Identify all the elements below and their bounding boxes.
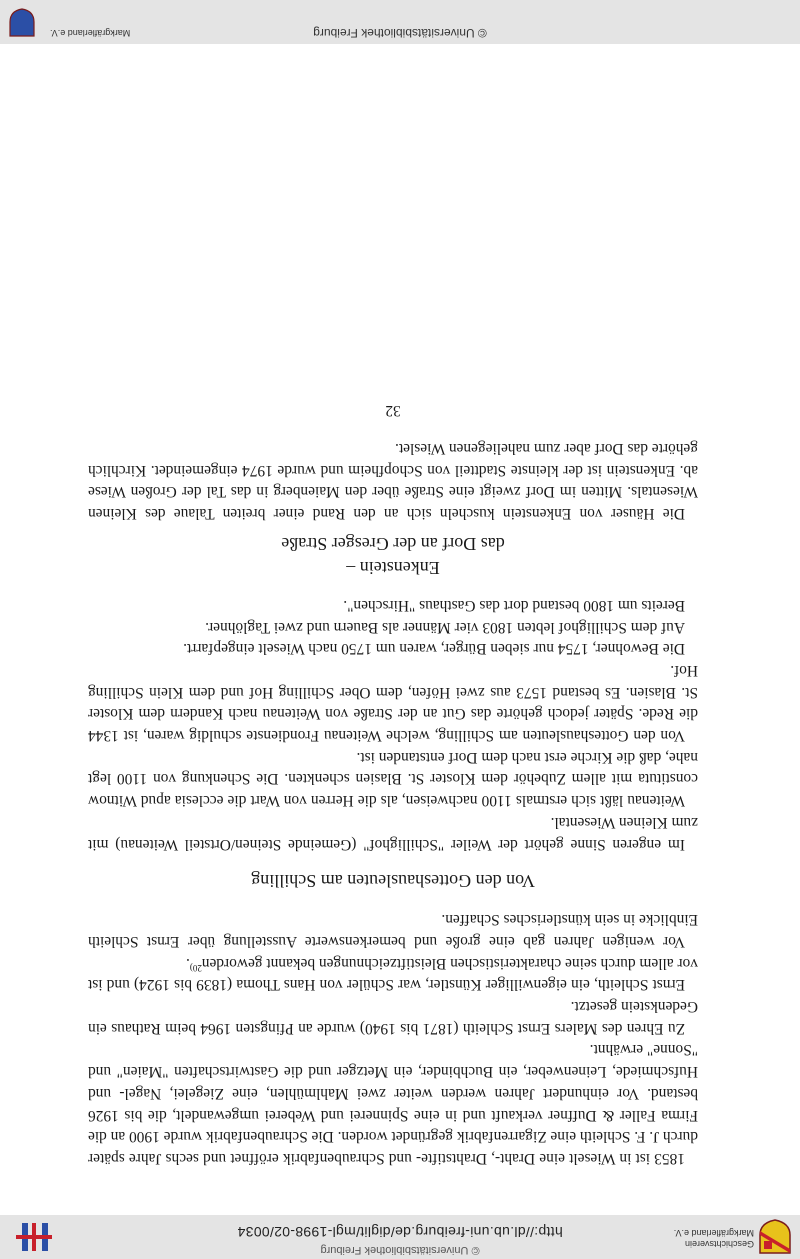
university-library-logo-icon <box>14 1219 54 1255</box>
paragraph-gotteshausleute: Von den Gotteshausleuten am Schilling, welche Weitenau Frondienste schuldig waren, ist 1344 die Rede. Später jedoch gehörte das Gut an der Straße von Weitenau nach Kandern dem Kloster St. Blasien. Es bestand 1573 aus zwei Höfen, dem Ober Schilling Hof und dem Klein Schilling Hof. <box>88 661 698 745</box>
document-page <box>88 400 698 1169</box>
heading-line-2: das Dorf an der Gresger Straße <box>281 534 505 555</box>
section-heading-schilling: Von den Gotteshausleuten am Schilling <box>251 870 535 891</box>
paragraph-bewohner: Die Bewohner, 1754 nur sieben Bürger, waren um 1750 nach Wieselt eingepfarrt. <box>183 640 685 658</box>
top-info-bar <box>0 1215 800 1259</box>
paragraph-enkenstein: Die Häuser von Enkenstein kuscheln sich an den Rand einer breiten Talaue des Kleinen Wiesentals. Mitten im Dorf zweigt eine Straße über den Maienberg in das Tal der Großen Wiese ab. Enkenstein ist der kleinste Stadtteil von Schopfheim und wurde 1974 eingemeindet. Kirchlich gehörte das Dorf aber zum naheliegenen Wieslet. <box>88 440 698 523</box>
footnote-ref: 20) <box>189 962 202 973</box>
bottom-org-name: Markgräflerland e.V. <box>50 28 131 38</box>
paragraph-schillighof: Im engeren Sinne gehört der Weiler "Schillighof" (Gemeinde Steinen/Ortsteil Weitenau) mit zum Kleinen Wiesental. <box>88 813 698 853</box>
paragraph-industry: 1853 ist in Wieselt eine Draht-, Drahtstifte- und Schraubenfabrik eröffnet und sechs Jahre später durch J. F. Schleith eine Zigarrenfabrik gegründet worden. Die Schraubenfabrik wurde 1900 an die Firma Faller & Duffner verkauft und in eine Spinnerei und Weberei umgewandelt, die bis 1926 bestand. Vor einhundert Jahren werden weiter zwei Mahlmühlen, eine Ziegelei, Nagel- und Hufschmiede, Leinenweber, ein Buchbinder, ein Metzger und die Gastwirtschaften "Maien" und "Sonne" erwähnt. <box>88 1041 698 1167</box>
paragraph-artist <box>88 952 698 995</box>
bottom-info-bar <box>0 0 800 44</box>
paragraph-artist-end: . <box>185 954 190 972</box>
source-url-link[interactable]: http://dl.ub.uni-freiburg.de/diglit/mgl-1998-02/0034 <box>237 1224 563 1240</box>
paragraph-exhibition: Vor wenigen Jahren gab eine große und bemerkenswerte Ausstellung über Ernst Schleith Einblicke in sein künstlerisches Schaffen. <box>88 911 698 950</box>
paragraph-weitenau: Weitenau läßt sich erstmals 1100 nachweisen, als die Herren von Wart die ecclesia apud Witnow constituta mit allem Zubehör dem Kloster St. Blasien schenkten. Die Schenkung von 1100 legt nahe, daß die Kirche erst nach dem Dorf entstanden ist. <box>88 748 698 810</box>
section-heading-enkenstein <box>88 532 698 580</box>
paragraph-bauern: Auf dem Schillighof lebten 1803 vier Männer als Bauern und zwei Taglöhner. <box>205 618 685 636</box>
heading-line-1: Enkenstein – <box>346 558 440 579</box>
page-number: 32 <box>385 402 401 420</box>
bottom-copyright-text: © Universitätsbibliothek Freiburg <box>313 26 487 40</box>
copyright-text: © Universitätsbibliothek Freiburg <box>320 1244 480 1256</box>
coat-of-arms-icon <box>758 1219 792 1255</box>
paragraph-gasthaus: Bereits um 1800 bestand dort das Gasthaus "Hirschen". <box>343 596 685 614</box>
coat-of-arms-icon <box>8 8 36 38</box>
org-name: Geschichtsverein Markgräflerland e.V. <box>673 1228 754 1249</box>
paragraph-artist-text: Ernst Schleith, ein eigenwilliger Künstler, war Schüler von Hans Thoma (1839 bis 1924) und ist vor allem durch seine charakteristischen Bleistiftzeichnungen bekannt geworden <box>88 954 698 994</box>
paragraph-memorial: Zu Ehren des Malers Ernst Schleith (1871 bis 1940) wurde an Pfingsten 1964 beim Rathaus ein Gedenkstein gesetzt. <box>88 998 698 1037</box>
